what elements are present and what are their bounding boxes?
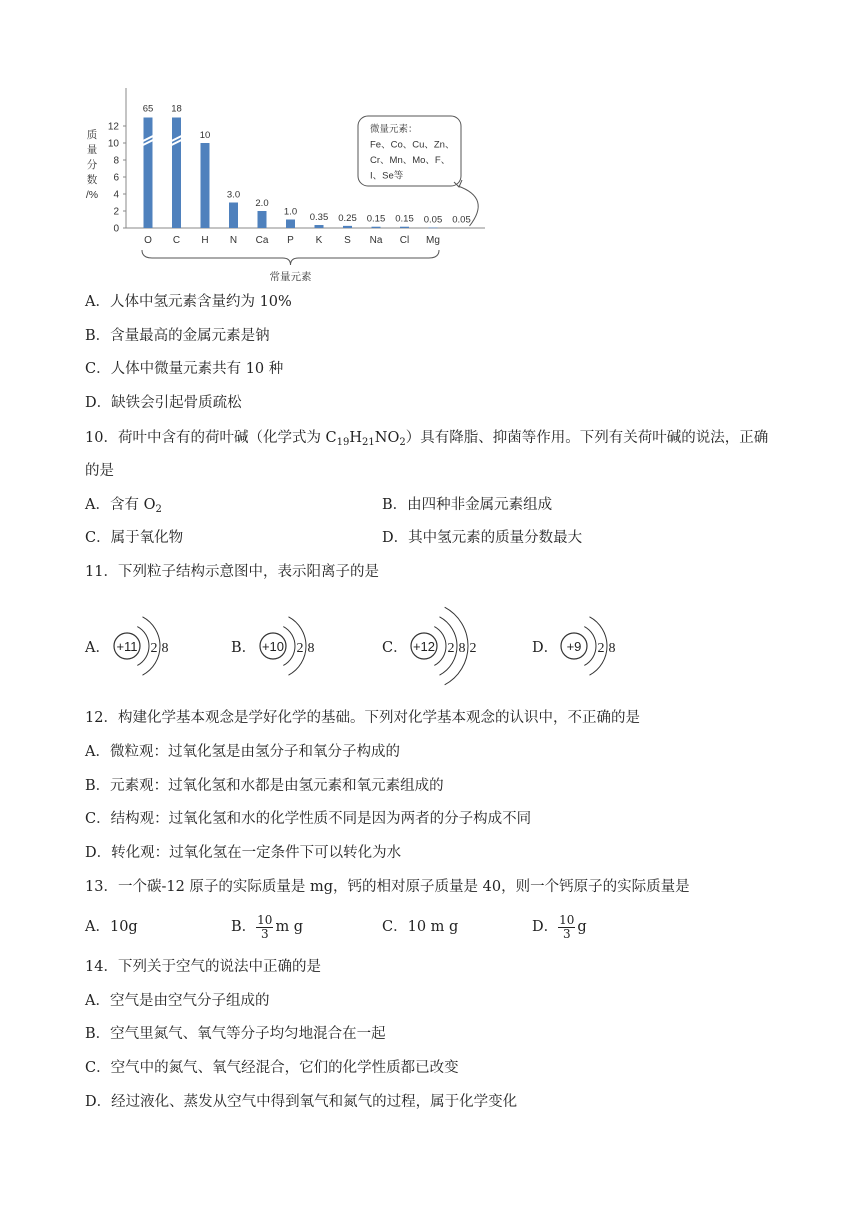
y-tick-label: 6 xyxy=(113,172,119,184)
y-axis-label: 分 xyxy=(86,159,98,171)
electron-count: 2 xyxy=(447,641,455,656)
q12-option-d: D．转化观：过氧化氢在一定条件下可以转化为水 xyxy=(85,845,402,861)
q9-option-a: A．人体中氢元素含量约为 10% xyxy=(85,294,292,310)
y-axis-label: 质 xyxy=(86,129,98,141)
bar xyxy=(372,227,381,228)
option-letter: A． xyxy=(85,640,110,656)
electron-count: 8 xyxy=(458,641,466,656)
q9-option-b: B．含量最高的金属元素是钠 xyxy=(85,328,270,344)
nucleus-charge: +9 xyxy=(566,639,582,654)
bar xyxy=(315,225,324,228)
fraction: $\frac{10}{3}$ xyxy=(257,912,273,941)
q14-stem: 14．下列关于空气的说法中正确的是 xyxy=(85,959,321,975)
y-tick-label: 8 xyxy=(113,155,119,167)
y-tick-label: 12 xyxy=(107,121,119,133)
electron-count: 2 xyxy=(597,641,605,656)
callout-text: 微量元素： xyxy=(370,124,418,135)
option-letter: B． xyxy=(231,640,257,656)
bar xyxy=(229,203,238,229)
atom-structure xyxy=(406,598,491,690)
x-tick-label: Cl xyxy=(399,235,410,246)
nucleus-charge: +11 xyxy=(116,639,138,654)
bar xyxy=(144,118,153,229)
x-tick-label: H xyxy=(201,235,209,246)
brace xyxy=(142,250,439,265)
bar xyxy=(400,227,409,228)
y-tick-label: 4 xyxy=(113,189,119,201)
callout-text: I、Se等 xyxy=(370,170,404,182)
electron-count: 2 xyxy=(150,641,158,656)
electron-count: 8 xyxy=(307,641,315,656)
bar-value-label: 0.15 xyxy=(395,213,414,225)
q10-option-c: C．属于氧化物 xyxy=(85,530,184,546)
trace-value-label: 0.05 xyxy=(452,214,471,226)
electron-count: 2 xyxy=(469,641,477,656)
x-tick-label: O xyxy=(144,235,152,246)
atom-structure xyxy=(255,598,325,690)
q14-option-a: A．空气是由空气分子组成的 xyxy=(85,993,270,1009)
atom-structure xyxy=(109,598,179,690)
electron-count: 8 xyxy=(161,641,169,656)
bar-value-label: 0.25 xyxy=(338,212,357,224)
bar-value-label: 10 xyxy=(199,130,211,141)
x-tick-label: K xyxy=(315,235,323,246)
y-tick-label: 0 xyxy=(113,223,119,235)
bar xyxy=(201,143,210,228)
bar-value-label: 3.0 xyxy=(226,189,241,201)
bar-value-label: 65 xyxy=(142,103,154,115)
q14-option-d: D．经过液化、蒸发从空气中得到氧气和氮气的过程，属于化学变化 xyxy=(85,1094,518,1110)
x-tick-label: Ca xyxy=(255,235,269,246)
q13-option-d: D． $\frac{10}{3}$ g xyxy=(532,912,587,941)
bar-value-label: 1.0 xyxy=(283,206,298,218)
nucleus-charge: +10 xyxy=(261,639,285,654)
element-content-chart xyxy=(80,86,500,281)
y-tick-label: 2 xyxy=(113,206,119,218)
q14-option-b: B．空气里氮气、氧气等分子均匀地混合在一起 xyxy=(85,1026,386,1042)
q9-option-d: D．缺铁会引起骨质疏松 xyxy=(85,395,242,411)
q10-option-a: A．含有 $O_2$ xyxy=(85,497,162,515)
bar-value-label: 2.0 xyxy=(255,198,269,209)
x-tick-label: P xyxy=(287,235,294,246)
option-letter: D． xyxy=(532,640,559,656)
y-tick-label: 10 xyxy=(107,138,119,150)
q12-stem: 12．构建化学基本观念是学好化学的基础。下列对化学基本观念的认识中，不正确的是 xyxy=(85,710,640,726)
bar xyxy=(258,211,267,228)
bar-value-label: 0.05 xyxy=(423,214,443,226)
brace-label: 常量元素 xyxy=(269,271,312,281)
electron-count: 8 xyxy=(608,641,616,656)
x-tick-label: N xyxy=(229,235,238,246)
bar xyxy=(172,118,181,229)
q10-option-b: B．由四种非金属元素组成 xyxy=(382,497,553,513)
fraction: $\frac{10}{3}$ xyxy=(559,912,575,941)
y-axis-label: 量 xyxy=(86,144,98,156)
x-tick-label: Na xyxy=(369,235,383,246)
bar-value-label: 0.35 xyxy=(309,212,329,224)
q13-stem: 13．一个碳-12 原子的实际质量是 mg，钙的相对原子质量是 40，则一个钙原子的实际质量是 xyxy=(85,879,690,895)
option-letter: C． xyxy=(382,640,408,656)
callout-text: Cr、Mn、Mo、F、 xyxy=(370,155,451,166)
x-tick-label: Mg xyxy=(426,235,440,246)
q10-stem: 10．荷叶中含有的荷叶碱（化学式为 $C_{19}H_{21}NO_2$）具有降脂、抑菌等作用。下列有关荷叶碱的说法，正确 xyxy=(85,430,769,448)
bar xyxy=(286,220,295,229)
x-tick-label: S xyxy=(344,235,351,246)
y-axis-label: /% xyxy=(85,189,99,201)
bar-value-label: 18 xyxy=(171,103,182,115)
electron-count: 2 xyxy=(296,641,304,656)
q9-option-c: C．人体中微量元素共有 10 种 xyxy=(85,361,284,377)
q12-option-b: B．元素观：过氧化氢和水都是由氢元素和氧元素组成的 xyxy=(85,778,444,794)
bar xyxy=(429,228,438,229)
q10-stem-cont: 的是 xyxy=(85,463,114,479)
q12-option-c: C．结构观：过氧化氢和水的化学性质不同是因为两者的分子构成不同 xyxy=(85,811,532,827)
q10-option-d: D．其中氢元素的质量分数最大 xyxy=(382,530,583,546)
q12-option-a: A．微粒观：过氧化氢是由氢分子和氧分子构成的 xyxy=(85,744,400,760)
y-axis-label: 数 xyxy=(86,174,98,186)
bar-value-label: 0.15 xyxy=(366,213,386,225)
q13-option-a: A．10g xyxy=(85,919,138,935)
q14-option-c: C．空气中的氮气、氧气经混合，它们的化学性质都已改变 xyxy=(85,1060,459,1076)
atom-structure xyxy=(556,598,626,690)
bar xyxy=(343,226,352,228)
nucleus-charge: +12 xyxy=(412,639,436,654)
callout-text: Fe、Co、Cu、Zn、 xyxy=(370,139,455,151)
x-tick-label: C xyxy=(172,235,181,246)
q13-option-b: B． $\frac{10}{3}$ m g xyxy=(231,912,304,941)
q13-option-c: C．10 m g xyxy=(382,919,459,935)
q11-stem: 11．下列粒子结构示意图中，表示阳离子的是 xyxy=(85,564,379,580)
